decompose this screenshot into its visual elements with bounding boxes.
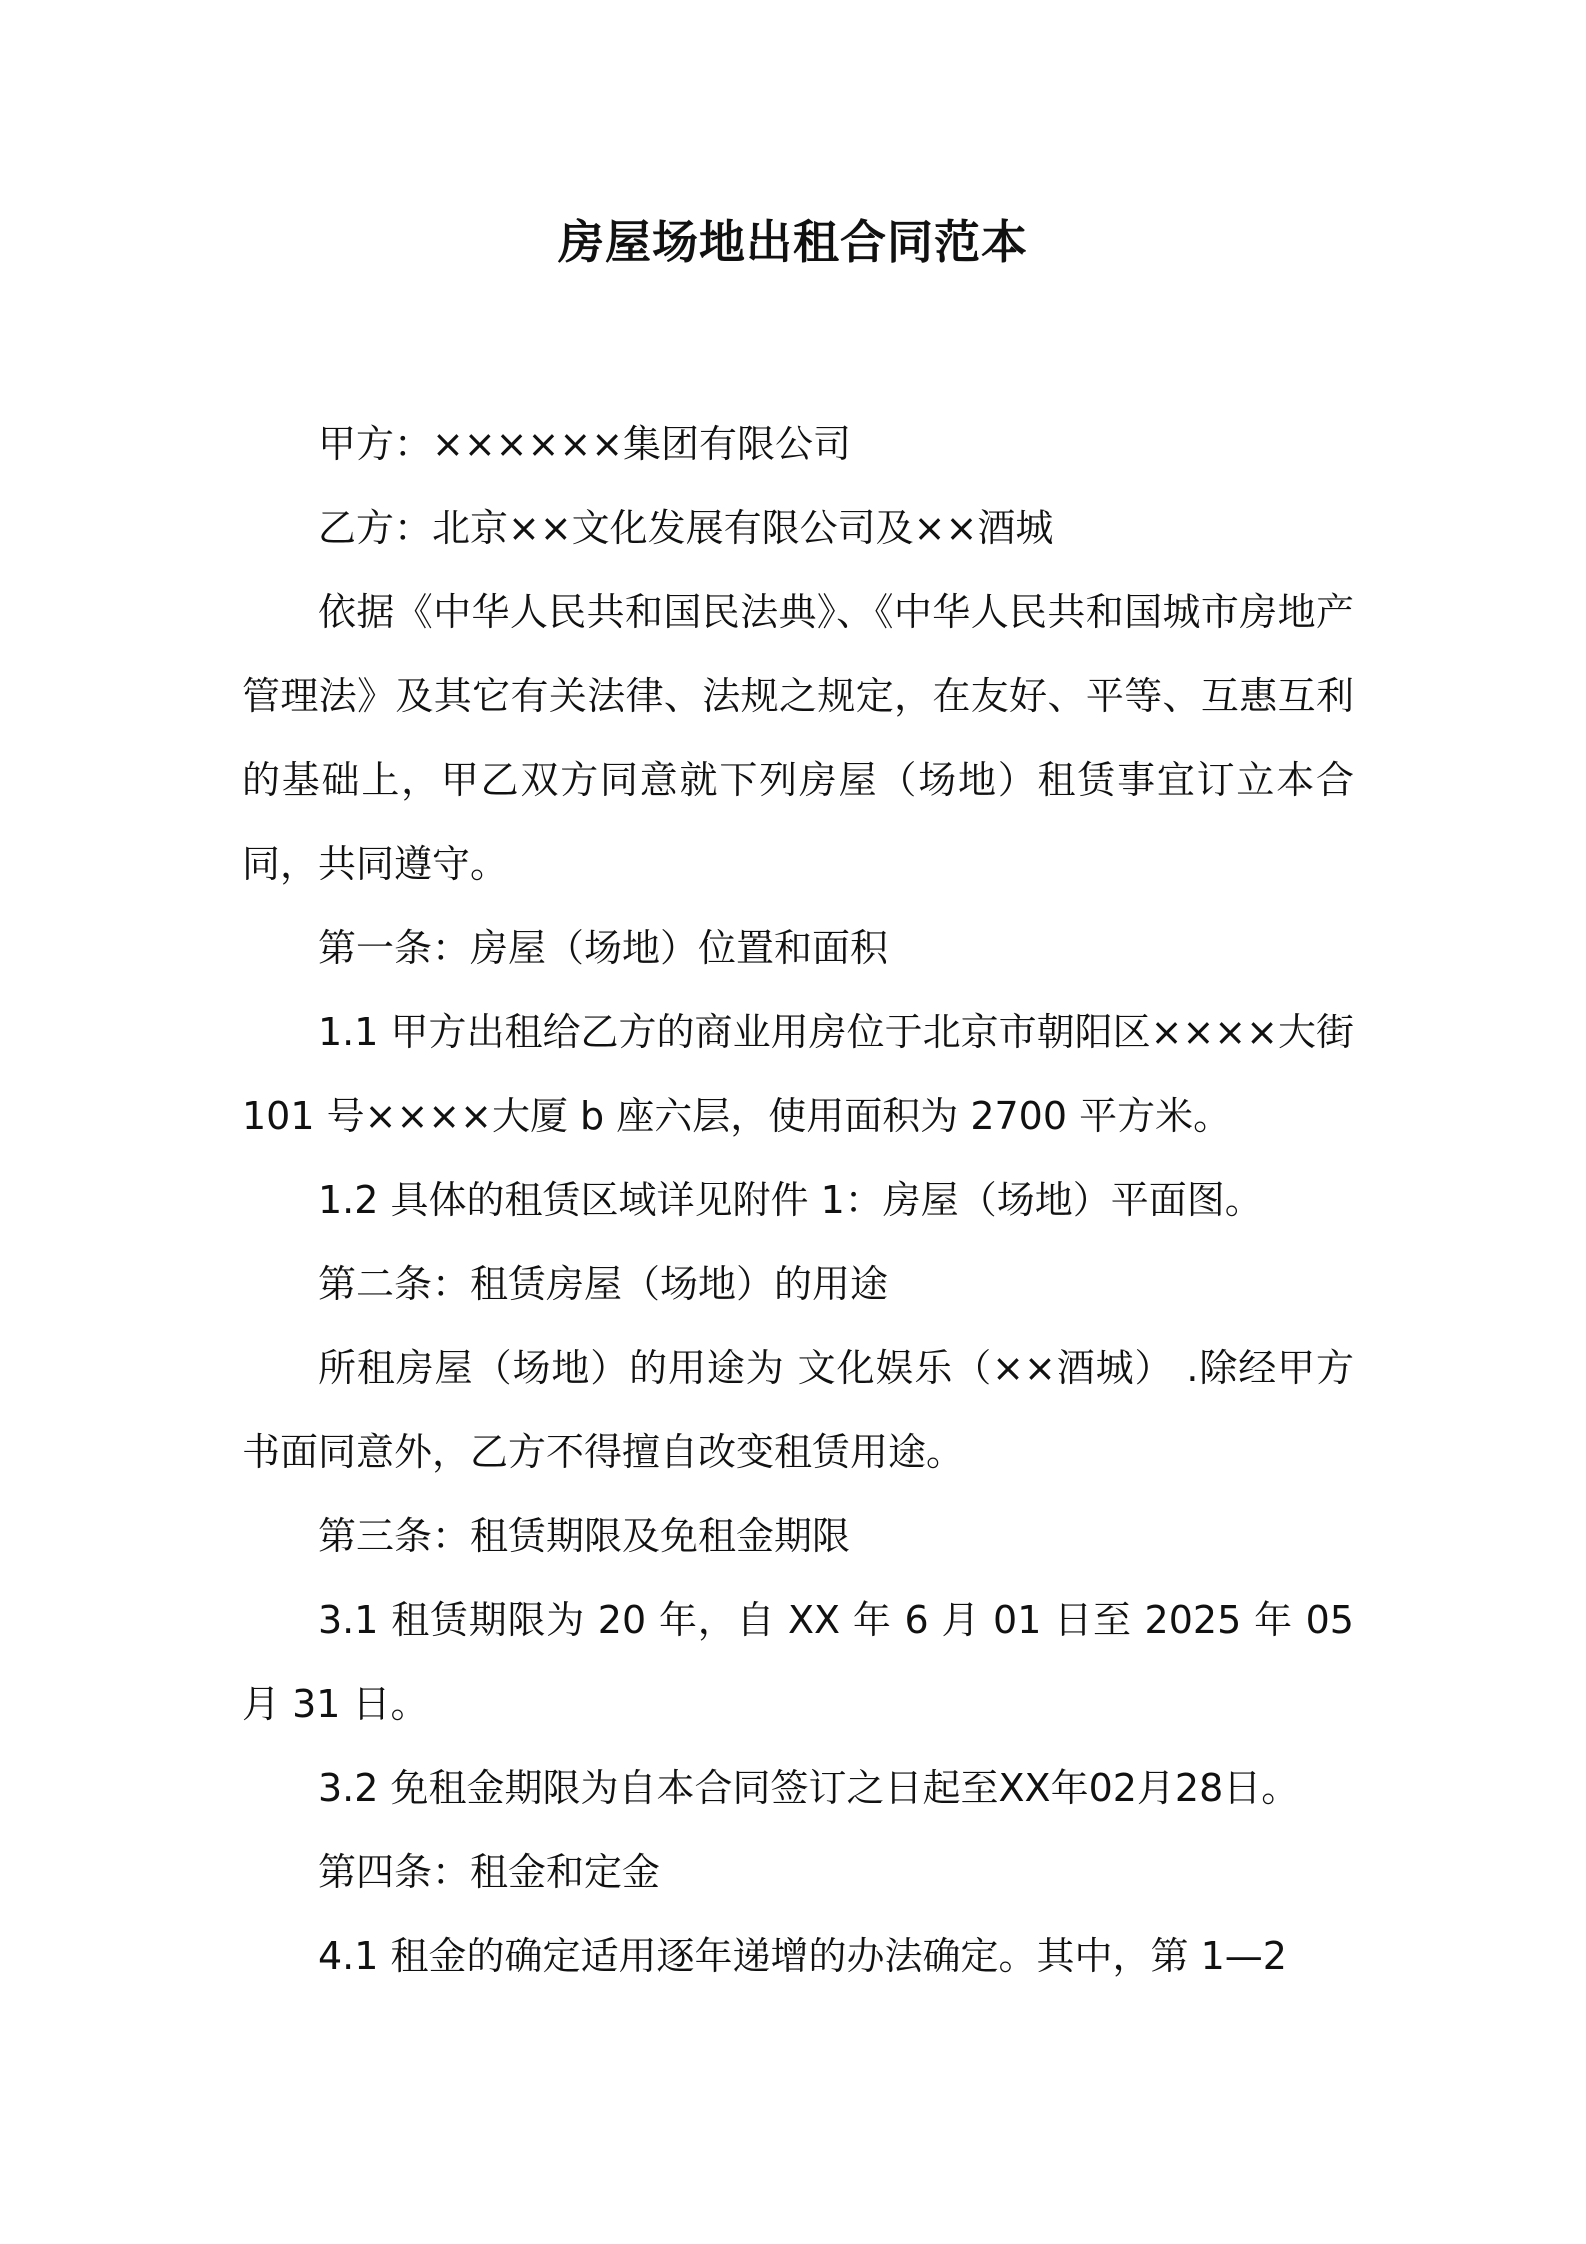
clause-1-2: 1.2 具体的租赁区域详见附件 1：房屋（场地）平面图。	[318, 1178, 1263, 1222]
document-title: 房屋场地出租合同范本	[558, 215, 1028, 269]
article-1-heading: 第一条：房屋（场地）位置和面积	[318, 926, 889, 970]
clause-3-2: 3.2 免租金期限为自本合同签订之日起至XX年02月28日。	[318, 1766, 1300, 1810]
clause-4-1: 4.1 租金的确定适用逐年递增的办法确定。其中，第 1—2	[318, 1934, 1287, 1978]
article-2-heading: 第二条：租赁房屋（场地）的用途	[318, 1262, 889, 1306]
article-3-heading: 第三条：租赁期限及免租金期限	[318, 1514, 851, 1558]
article-4-heading: 第四条：租金和定金	[318, 1850, 661, 1894]
document-body	[242, 402, 1354, 1998]
article-2-text: 所租房屋（场地）的用途为 文化娱乐（××酒城） .除经甲方书面同意外，乙方不得擅自改变租赁用途。	[242, 1346, 1354, 1474]
party-b-line: 乙方：北京××文化发展有限公司及××酒城	[318, 506, 1054, 550]
clause-1-1: 1.1 甲方出租给乙方的商业用房位于北京市朝阳区××××大街 101 号××××大厦 b 座六层，使用面积为 2700 平方米。	[242, 1010, 1354, 1138]
party-a-line: 甲方：××××××集团有限公司	[318, 422, 852, 466]
clause-3-1: 3.1 租赁期限为 20 年，自 XX 年 6 月 01 日至 2025 年 05 月 31 日。	[242, 1598, 1354, 1726]
preamble-paragraph: 依据《中华人民共和国民法典》、《中华人民共和国城市房地产管理法》及其它有关法律、法规之规定，在友好、平等、互惠互利的基础上，甲乙双方同意就下列房屋（场地）租赁事宜订立本合同，共同遵守。	[242, 590, 1354, 886]
